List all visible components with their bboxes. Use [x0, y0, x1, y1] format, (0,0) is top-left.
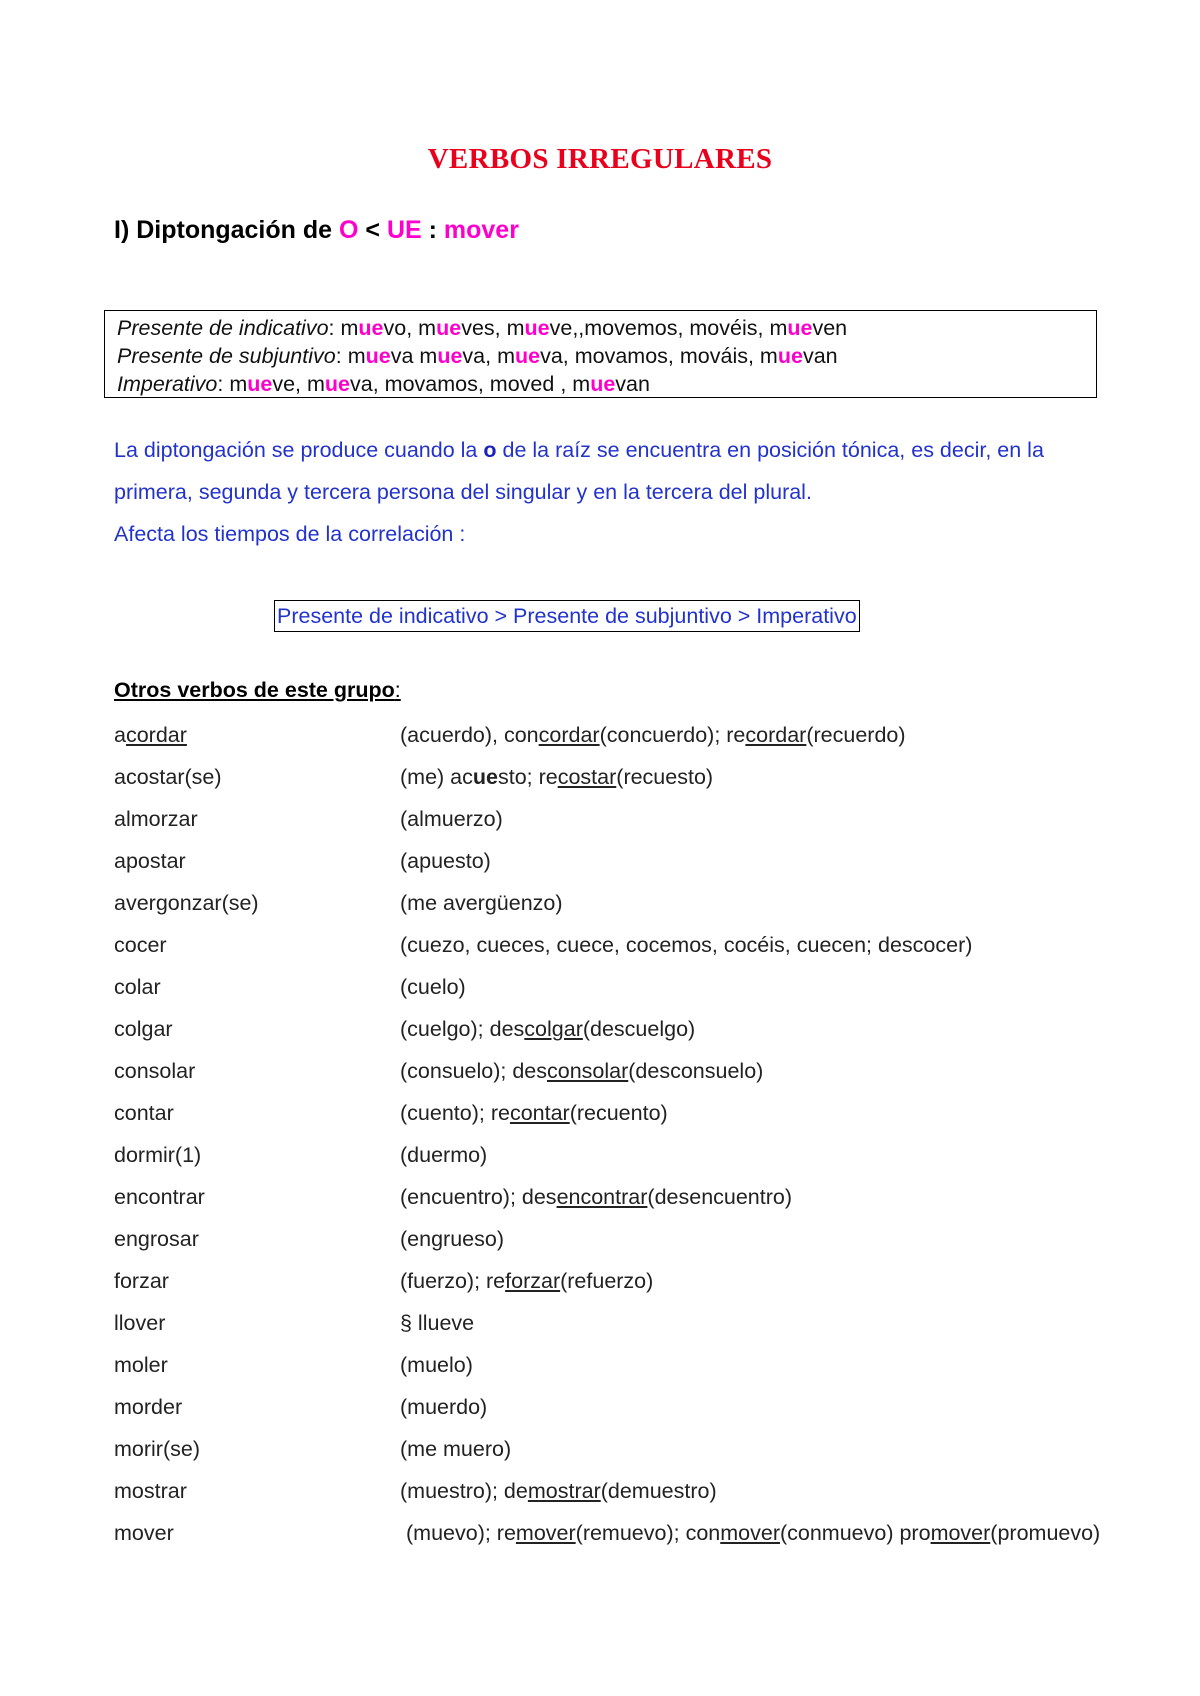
verb-infinitive: llover: [114, 1311, 166, 1335]
form-diphthong: ue: [436, 316, 462, 340]
verb-infinitive: mostrar: [114, 1479, 187, 1503]
verb-row: [114, 1302, 1114, 1344]
verb-forms: [400, 1260, 1200, 1302]
verb-forms-text: (cuento); re: [400, 1101, 510, 1125]
verb-row: [114, 1260, 1114, 1302]
verb-infinitive: colar: [114, 975, 161, 999]
group-heading-text: Otros verbos de este grupo: [114, 678, 395, 702]
verb-forms-text: (duermo): [400, 1143, 488, 1167]
verb-forms-text: (concuerdo); re: [599, 723, 746, 747]
verb-forms-text: (refuerzo): [560, 1269, 654, 1293]
explanation: [114, 429, 1074, 555]
verb-forms-text: (recuerdo): [806, 723, 906, 747]
verb-forms-text: (engrueso): [400, 1227, 504, 1251]
derived-verb-root: mover: [515, 1521, 576, 1545]
conjugation-label: Presente de subjuntivo: [117, 344, 336, 368]
verb-forms: [400, 1302, 1200, 1344]
verb-forms-text: (me) ac: [400, 765, 473, 789]
form-ending: ves,: [461, 316, 507, 340]
form-diphthong: ue: [437, 344, 463, 368]
verb-forms-text: (muevo); re: [406, 1521, 516, 1545]
verb-forms: [406, 1512, 1200, 1554]
verb-row: [114, 756, 1114, 798]
verb-row: [114, 1134, 1114, 1176]
verb-row: [114, 840, 1114, 882]
derived-verb-root: mover: [930, 1521, 991, 1545]
verb-row: [114, 966, 1114, 1008]
verb-row: [114, 1218, 1114, 1260]
derived-verb-root: mover: [720, 1521, 780, 1545]
verb-infinitive: cocer: [114, 933, 167, 957]
derived-verb-root: cordar: [538, 723, 600, 747]
verb-forms: [400, 1344, 1200, 1386]
verb-forms-text: (recuesto): [616, 765, 714, 789]
verb-row: [114, 714, 1114, 756]
verb-forms-text: (apuesto): [400, 849, 491, 873]
form-ending: va: [390, 344, 420, 368]
verb-forms-text: (me muero): [400, 1437, 512, 1461]
form-stem: m: [418, 316, 437, 340]
verb-infinitive: apostar: [114, 849, 186, 873]
verb-forms: [400, 798, 1200, 840]
derived-verb-root: colgar: [524, 1017, 583, 1041]
verb-prefix: a: [114, 723, 126, 747]
verb-forms: [400, 1134, 1200, 1176]
verb-infinitive: consolar: [114, 1059, 196, 1083]
form-stem: m: [572, 372, 591, 396]
verb-forms-text: (cuezo, cueces, cuece, cocemos, cocéis, cuecen; descocer): [400, 933, 973, 957]
verb-forms: [400, 1218, 1200, 1260]
heading-verb: mover: [443, 216, 519, 244]
verb-forms: [400, 1176, 1200, 1218]
verb-row: [114, 798, 1114, 840]
verb-forms: [400, 966, 1200, 1008]
form-diphthong: ue: [590, 372, 616, 396]
verb-row: [114, 1512, 1114, 1596]
verb-forms: [400, 1008, 1200, 1050]
derived-verb-root: forzar: [505, 1269, 561, 1293]
verb-forms-text: (descuelgo): [582, 1017, 696, 1041]
verb-forms-text: (desencuentro): [647, 1185, 793, 1209]
verb-forms-text: (conmuevo) pro: [779, 1521, 931, 1545]
verb-row: [114, 1092, 1114, 1134]
verb-infinitive: mover: [114, 1521, 174, 1545]
form-ending: ve,,movemos, movéis,: [549, 316, 770, 340]
verb-infinitive: dormir(1): [114, 1143, 202, 1167]
verb-root: cordar: [125, 723, 187, 747]
verb-forms-text: (almuerzo): [400, 807, 503, 831]
page-title: VERBOS IRREGULARES: [427, 143, 773, 175]
form-ending: ven: [812, 316, 848, 340]
derived-verb-root: consolar: [547, 1059, 629, 1083]
verb-forms-text: (muelo): [400, 1353, 473, 1377]
verb-forms: [400, 1092, 1200, 1134]
form-stem: m: [759, 344, 778, 368]
form-stem: m: [340, 316, 359, 340]
heading-colon: :: [421, 216, 444, 244]
form-diphthong: ue: [247, 372, 273, 396]
verb-row: [114, 1428, 1114, 1470]
verb-infinitive: encontrar: [114, 1185, 205, 1209]
verb-infinitive: morder: [114, 1395, 183, 1419]
form-ending: vo,: [383, 316, 419, 340]
form-diphthong: ue: [324, 372, 351, 396]
verb-forms: [400, 1050, 1200, 1092]
verb-infinitive: forzar: [114, 1269, 169, 1293]
verb-forms: [400, 924, 1200, 966]
heading-vowel-o: O: [339, 216, 359, 244]
derived-verb-root: cordar: [745, 723, 807, 747]
form-stem: m: [769, 316, 788, 340]
explanation-text-start: La diptongación se produce cuando la: [114, 438, 484, 462]
explanation-correlation-line: Afecta los tiempos de la correlación :: [114, 522, 466, 546]
form-diphthong: ue: [787, 316, 813, 340]
form-ending: va, movamos, moved ,: [350, 372, 573, 396]
verb-forms-text: (consuelo); des: [400, 1059, 547, 1083]
form-stem: m: [229, 372, 248, 396]
verb-infinitive: contar: [114, 1101, 174, 1125]
verb-row: [114, 1008, 1114, 1050]
conjugation-label: Presente de indicativo: [117, 316, 329, 340]
verb-forms: [400, 1470, 1200, 1512]
conjugation-line: [117, 342, 1096, 370]
form-stem: m: [307, 372, 325, 396]
derived-verb-root: costar: [557, 765, 617, 789]
diphthong-highlight: ue: [472, 765, 498, 789]
verb-forms-text: (muerdo): [400, 1395, 488, 1419]
group-heading: [114, 678, 401, 703]
verb-forms-text: (muestro); de: [400, 1479, 528, 1503]
verb-infinitive: engrosar: [114, 1227, 199, 1251]
verb-list: [114, 714, 1114, 1596]
conjugation-box: [104, 310, 1097, 398]
form-diphthong: ue: [514, 344, 541, 368]
derived-verb-root: mostrar: [527, 1479, 601, 1503]
conjugation-colon: :: [217, 372, 230, 396]
verb-row: [114, 1386, 1114, 1428]
verb-infinitive: almorzar: [114, 807, 198, 831]
form-ending: ve,: [272, 372, 307, 396]
verb-forms-text: (demuestro): [600, 1479, 717, 1503]
verb-forms: [400, 1428, 1200, 1470]
verb-row: [114, 1176, 1114, 1218]
heading-diphthong-ue: UE: [386, 216, 422, 244]
verb-forms-text: (desconsuelo): [628, 1059, 764, 1083]
verb-infinitive: acostar(se): [114, 765, 222, 789]
verb-infinitive: moler: [114, 1353, 168, 1377]
verb-infinitive: morir(se): [114, 1437, 200, 1461]
verb-forms: [400, 756, 1200, 798]
explanation-text-end: de la raíz se encuentra en posición tónica, es decir, en la primera, segunda y tercera persona del singular y en la tercera del plural.: [114, 438, 1044, 504]
form-diphthong: ue: [524, 316, 550, 340]
verb-forms-text: (me avergüenzo): [400, 891, 563, 915]
conjugation-colon: :: [335, 344, 348, 368]
form-diphthong: ue: [358, 316, 384, 340]
verb-row: [114, 882, 1114, 924]
verb-forms-text: sto; re: [497, 765, 558, 789]
verb-forms: [400, 1386, 1200, 1428]
form-ending: va,: [462, 344, 498, 368]
form-diphthong: ue: [365, 344, 391, 368]
form-stem: m: [419, 344, 438, 368]
correlation-box: Presente de indicativo > Presente de subjuntivo > Imperativo: [274, 600, 860, 632]
group-heading-colon: :: [394, 678, 401, 702]
verb-forms: [400, 840, 1200, 882]
verb-row: [114, 1470, 1114, 1512]
derived-verb-root: encontrar: [556, 1185, 648, 1209]
conjugation-line: [117, 314, 1096, 342]
verb-forms-text: (encuentro); des: [400, 1185, 557, 1209]
form-stem: m: [506, 316, 525, 340]
verb-forms-text: § llueve: [400, 1311, 475, 1335]
verb-infinitive: avergonzar(se): [114, 891, 259, 915]
form-diphthong: ue: [777, 344, 803, 368]
heading-less-than: <: [358, 216, 387, 244]
heading-prefix: I) Diptongación de: [114, 216, 339, 244]
verb-row: [114, 1050, 1114, 1092]
verb-forms-text: (acuerdo), con: [400, 723, 539, 747]
verb-row: [114, 1344, 1114, 1386]
derived-verb-root: contar: [509, 1101, 570, 1125]
conjugation-label: Imperativo: [117, 372, 218, 396]
verb-forms-text: (cuelgo); des: [400, 1017, 525, 1041]
verb-forms-text: (cuelo): [400, 975, 466, 999]
verb-infinitive: colgar: [114, 1017, 173, 1041]
conjugation-line: [117, 370, 1096, 398]
section-heading: [114, 216, 519, 245]
verb-forms: [400, 714, 1200, 756]
form-ending: va, movamos, mováis,: [540, 344, 760, 368]
conjugation-colon: :: [328, 316, 341, 340]
form-stem: m: [347, 344, 366, 368]
verb-row: [114, 924, 1114, 966]
verb-forms-text: (remuevo); con: [575, 1521, 721, 1545]
verb-forms: [400, 882, 1200, 924]
verb-forms-text: (fuerzo); re: [400, 1269, 506, 1293]
verb-infinitive: [114, 714, 187, 756]
verb-forms-text: (promuevo): [990, 1521, 1101, 1545]
form-ending: van: [802, 344, 838, 368]
verb-forms-text: (recuento): [569, 1101, 668, 1125]
explanation-vowel-o: o: [483, 438, 497, 462]
form-ending: van: [615, 372, 650, 396]
form-stem: m: [497, 344, 515, 368]
